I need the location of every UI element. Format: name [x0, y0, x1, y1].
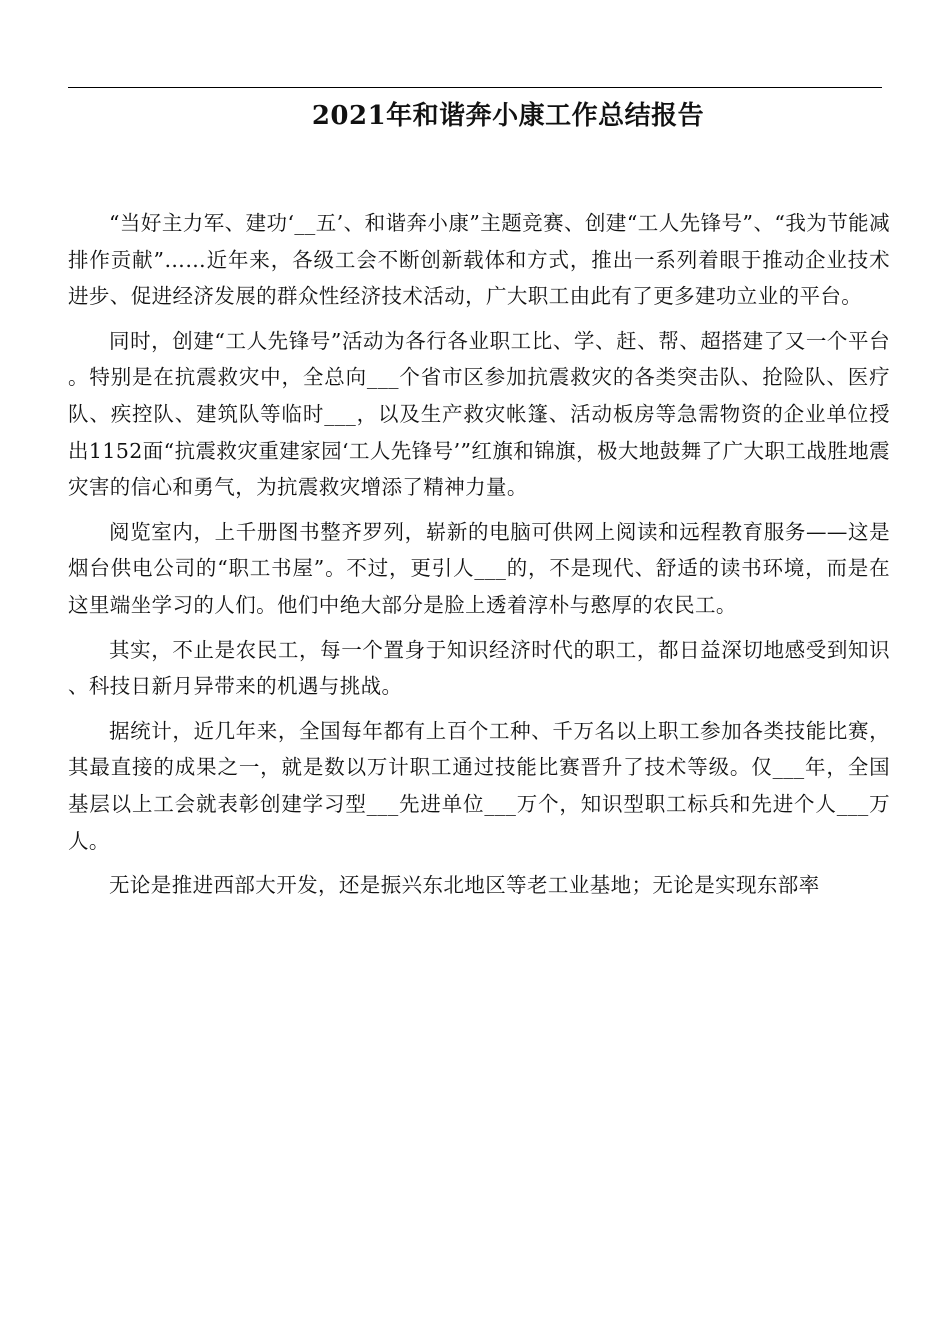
body-paragraph-3: 阅览室内，上千册图书整齐罗列，崭新的电脑可供网上阅读和远程教育服务——这是烟台供电公司的“职工书屋”。不过，更引人___的，不是现代、舒适的读书环境，而是在这里端坐学习的人们。他们中绝大部分是脸上透着淳朴与憨厚的农民工。: [68, 519, 890, 617]
document-body: [68, 205, 890, 912]
body-paragraph-1: “当好主力军、建功‘__五’、和谐奔小康”主题竞赛、创建“工人先锋号”、“我为节能减排作贡献”……近年来，各级工会不断创新载体和方式，推出一系列着眼于推动企业技术进步、促进经济发展的群众性经济技术活动，广大职工由此有了更多建功立业的平台。: [68, 211, 890, 309]
body-paragraph-2: 同时，创建“工人先锋号”活动为各行各业职工比、学、赶、帮、超搭建了又一个平台。特别是在抗震救灾中，全总向___个省市区参加抗震救灾的各类突击队、抢险队、医疗队、疾控队、建筑队等临时___，以及生产救灾帐篷、活动板房等急需物资的企业单位授出1152面“抗震救灾重建家园‘工人先锋号’”红旗和锦旗，极大地鼓舞了广大职工战胜地震灾害的信心和勇气，为抗震救灾增添了精神力量。: [68, 328, 890, 500]
body-paragraph-4: 其实，不止是农民工，每一个置身于知识经济时代的职工，都日益深切地感受到知识、科技日新月异带来的机遇与挑战。: [68, 637, 890, 699]
body-paragraph-6: 无论是推进西部大开发，还是振兴东北地区等老工业基地；无论是实现东部率: [109, 873, 820, 898]
document-title: 2021年和谐奔小康工作总结报告: [311, 101, 705, 131]
header-rule: [68, 87, 882, 88]
body-paragraph-5: 据统计，近几年来，全国每年都有上百个工种、千万名以上职工参加各类技能比赛，其最直接的成果之一，就是数以万计职工通过技能比赛晋升了技术等级。仅___年，全国基层以上工会就表彰创建学习型___先进单位___万个，知识型职工标兵和先进个人___万人。: [68, 718, 890, 853]
